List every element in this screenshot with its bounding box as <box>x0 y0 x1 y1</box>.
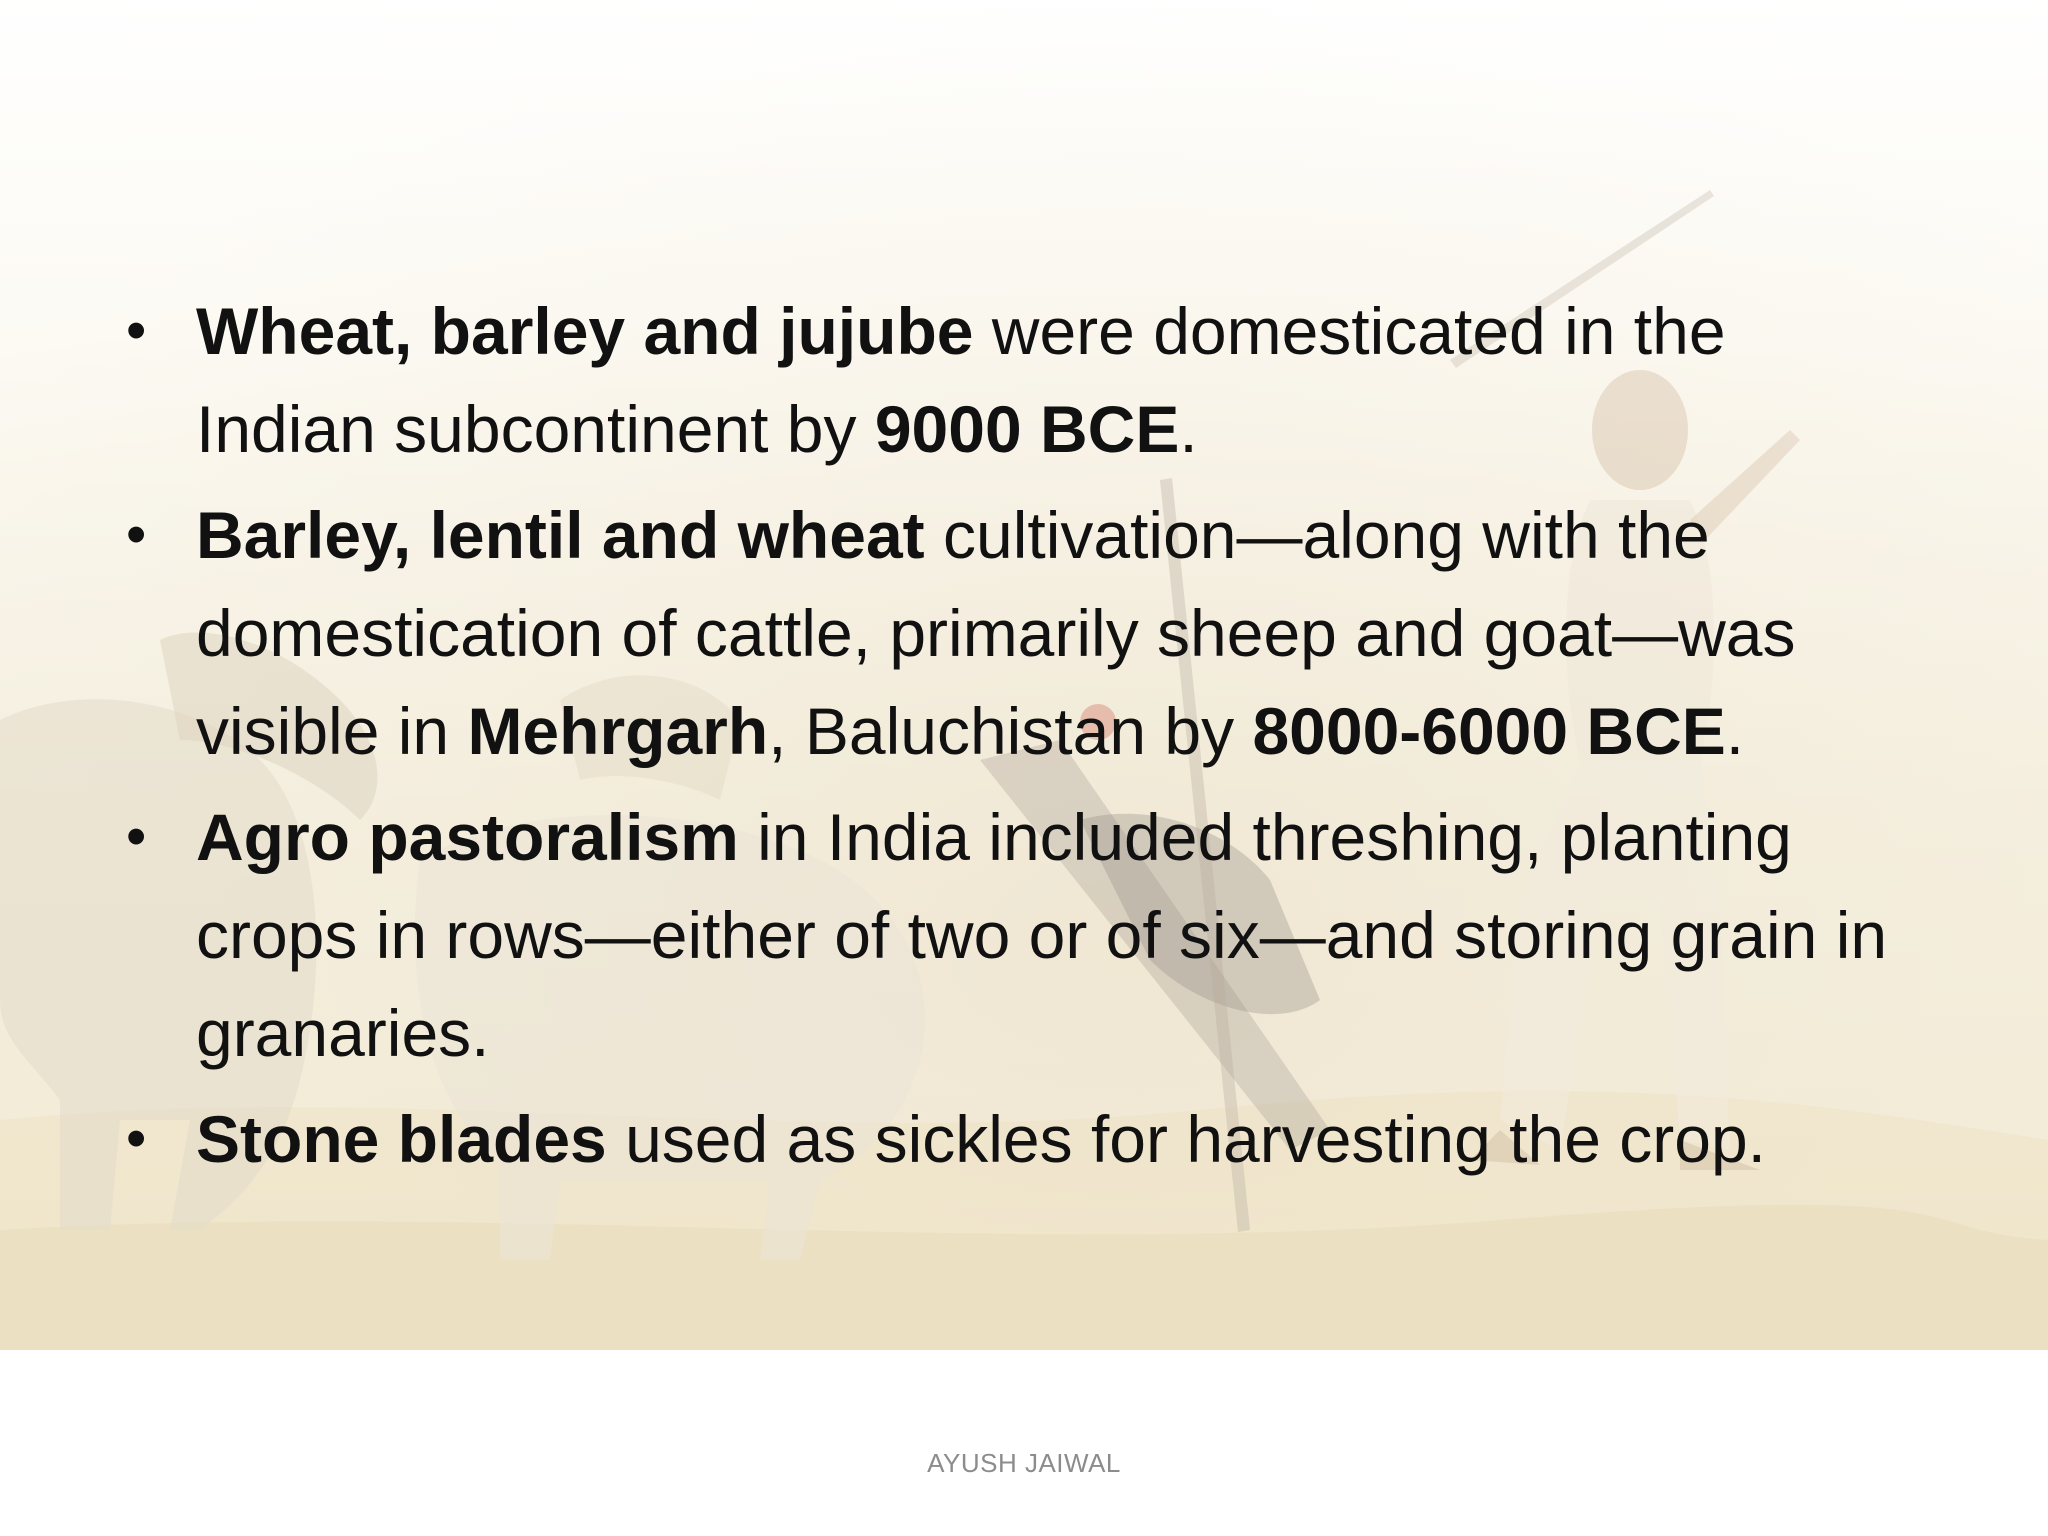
bullet-marker: • <box>126 502 147 567</box>
bullet-text-bold: Mehrgarh <box>467 694 769 768</box>
bullet-text-bold: Agro pastoralism <box>196 800 739 874</box>
bullet-marker: • <box>126 1106 147 1171</box>
bullet-text: , Baluchistan by <box>768 694 1253 768</box>
bullet-text: in India included threshing, planting crops in rows—either of two or of six—and storing grain in granaries. <box>196 800 1888 1070</box>
slide-body <box>120 282 1920 1196</box>
bullet-text: were domesticated in the Indian subcontinent by <box>196 294 1726 466</box>
bullet-text-bold: Stone blades <box>196 1102 607 1176</box>
bullet-marker: • <box>126 298 147 363</box>
bullet-text-bold: 9000 BCE <box>874 392 1180 466</box>
bullet-text-bold: Barley, lentil and wheat <box>196 498 925 572</box>
bullet-list <box>120 282 1920 1188</box>
bullet-marker: • <box>126 804 147 869</box>
bullet-text-bold: 8000-6000 BCE <box>1252 694 1726 768</box>
bullet-item-wheat-barley-jujube <box>120 282 1920 478</box>
bullet-item-stone-blades <box>120 1090 1920 1188</box>
bullet-text: used as sickles for harvesting the crop. <box>606 1102 1766 1176</box>
bullet-text: . <box>1725 694 1745 768</box>
bullet-text: cultivation—along with the domestication of cattle, primarily sheep and goat—was visible in <box>196 498 1796 768</box>
bullet-item-agro-pastoralism <box>120 788 1920 1082</box>
bullet-text: . <box>1179 392 1198 466</box>
bullet-text-bold: Wheat, barley and jujube <box>196 294 974 368</box>
footer-author: AYUSH JAIWAL <box>927 1448 1121 1478</box>
bullet-item-barley-lentil-wheat <box>120 486 1920 780</box>
